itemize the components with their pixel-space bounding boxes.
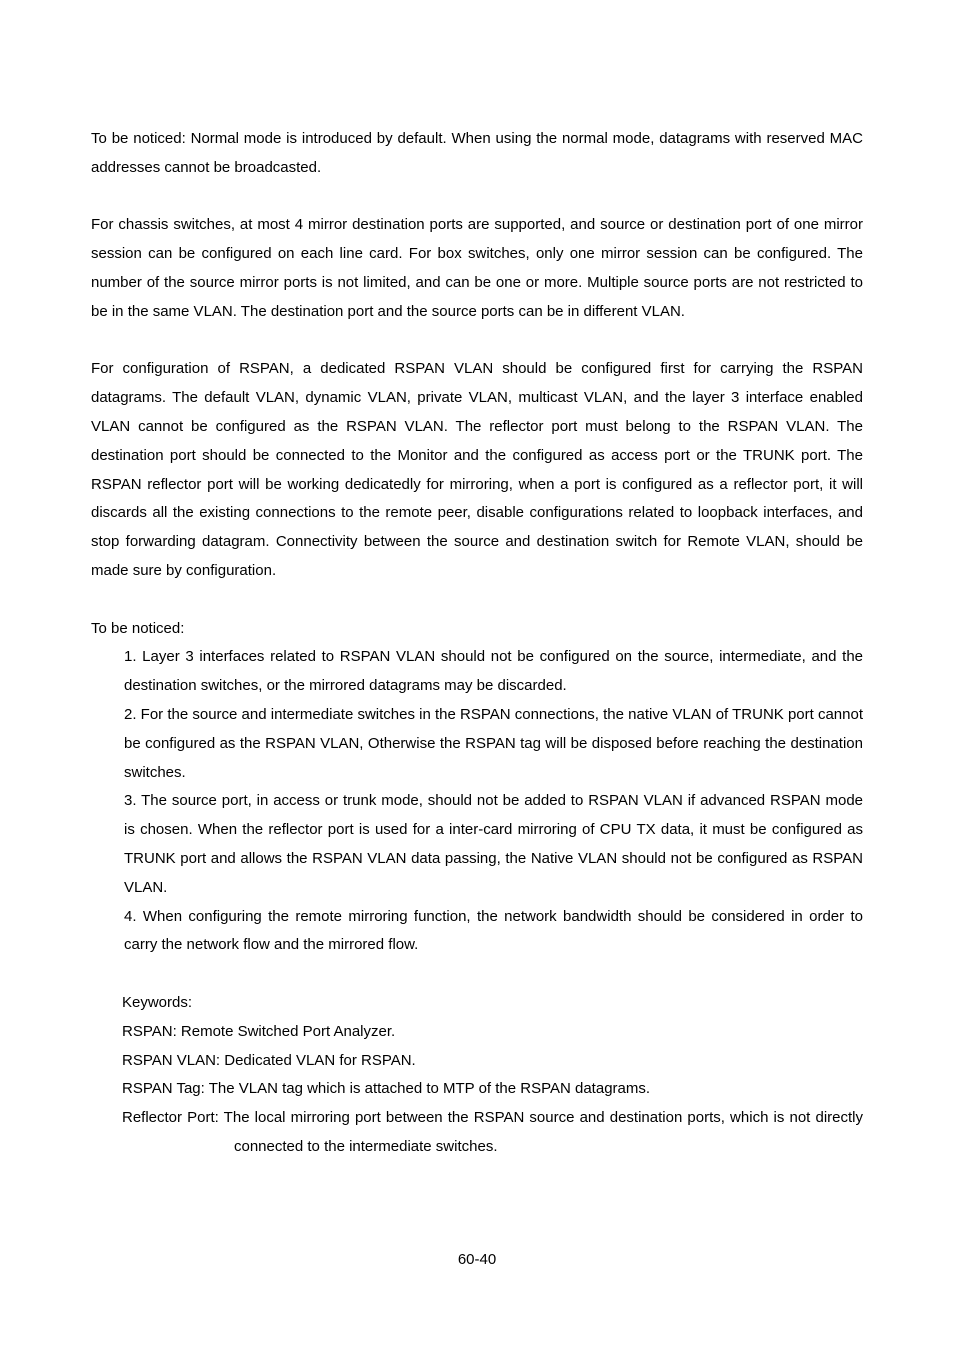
notice-item: 4. When configuring the remote mirroring function, the network bandwidth should be considered in order to carry the network flow and the mirrored flow. <box>124 907 863 954</box>
paragraph-rspan-configuration: For configuration of RSPAN, a dedicated RSPAN VLAN should be configured first for carrying the RSPAN datagrams. The default VLAN, dynamic VLAN, private VLAN, multicast VLAN, and the layer 3 interface enabled VLAN cannot be configured as the RSPAN VLAN. The reflector port must belong to the RSPAN VLAN. The destination port should be connected to the Monitor and the configured as access port or the TRUNK port. The RSPAN reflector port will be working dedicatedly for mirroring, when a port is configured as a reflector port, it will discards all the existing connections to the remote peer, disable configurations related to loopback interfaces, and stop forwarding datagram. Connectivity between the source and destination switch for Remote VLAN, should be made sure by configuration. <box>91 360 863 579</box>
document-body <box>91 125 863 1162</box>
notice-item: 2. For the source and intermediate switches in the RSPAN connections, the native VLAN of TRUNK port cannot be configured as the RSPAN VLAN, Otherwise the RSPAN tag will be disposed before reaching the destination switches. <box>124 705 863 781</box>
paragraph-normal-mode: To be noticed: Normal mode is introduced by default. When using the normal mode, datagrams with reserved MAC addresses cannot be broadcasted. <box>91 130 863 176</box>
notice-list <box>124 643 863 960</box>
page-number: 60-40 <box>457 1251 497 1268</box>
keyword-item: RSPAN: Remote Switched Port Analyzer. <box>122 1022 396 1040</box>
keywords-heading: Keywords: <box>122 993 193 1011</box>
keywords-section <box>122 989 863 1162</box>
keyword-item: Reflector Port: The local mirroring port between the RSPAN source and destination ports, which is not directly connected to the intermediate switches. <box>122 1109 863 1155</box>
keyword-item: RSPAN Tag: The VLAN tag which is attached to MTP of the RSPAN datagrams. <box>122 1080 651 1098</box>
paragraph-chassis-switches: For chassis switches, at most 4 mirror destination ports are supported, and source or destination port of one mirror session can be configured on each line card. For box switches, only one mirror session can be configured. The number of the source mirror ports is not limited, and can be one or more. Multiple source ports are not restricted to be in the same VLAN. The destination port and the source ports can be in different VLAN. <box>91 216 863 320</box>
keyword-item: RSPAN VLAN: Dedicated VLAN for RSPAN. <box>122 1051 416 1069</box>
notice-heading: To be noticed: <box>91 619 185 637</box>
notice-item: 3. The source port, in access or trunk mode, should not be added to RSPAN VLAN if advanced RSPAN mode is chosen. When the reflector port is used for a inter-card mirroring of CPU TX data, it must be configured as TRUNK port and allows the RSPAN VLAN data passing, the Native VLAN should not be configured as RSPAN VLAN. <box>124 792 863 896</box>
notice-item: 1. Layer 3 interfaces related to RSPAN VLAN should not be configured on the source, intermediate, and the destination switches, or the mirrored datagrams may be discarded. <box>124 648 863 695</box>
